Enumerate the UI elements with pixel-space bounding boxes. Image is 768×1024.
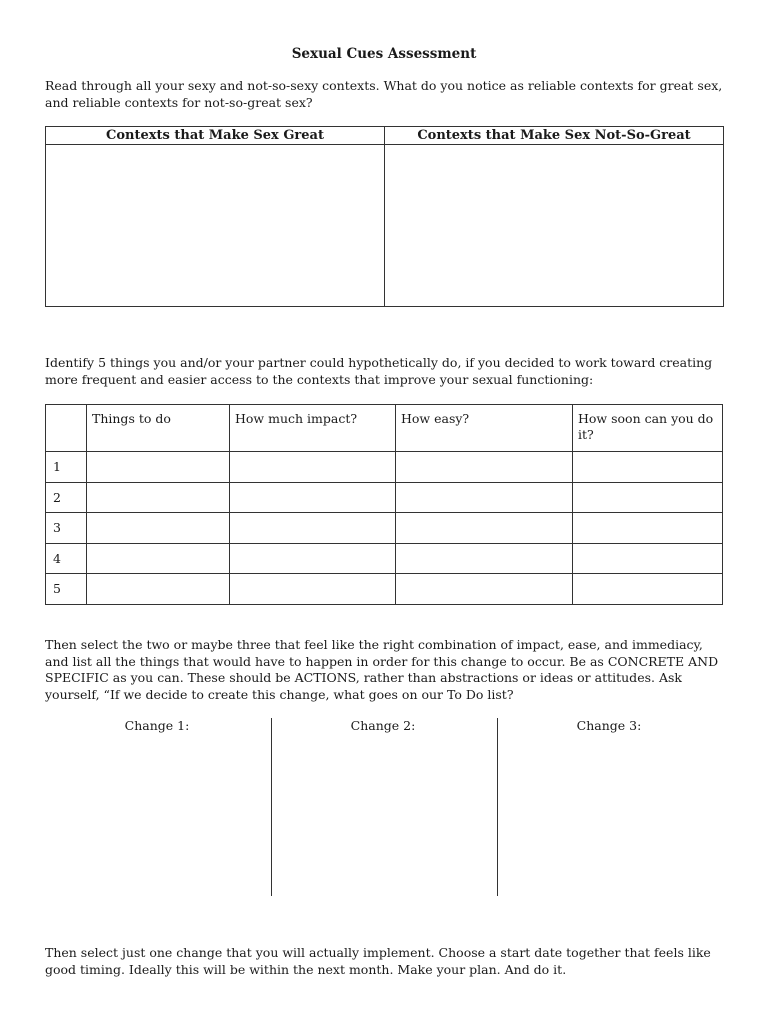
soon-cell[interactable]: [573, 482, 723, 513]
row-number: 3: [46, 513, 87, 544]
row-number: 4: [46, 543, 87, 574]
impact-cell[interactable]: [230, 452, 396, 483]
table-row: [46, 482, 723, 513]
intro-paragraph: Read through all your sexy and not-so-sexy contexts. What do you notice as reliable contexts for great sex, and reliable contexts for not-so-great sex?: [45, 78, 723, 110]
header-how-soon: How soon can you do it?: [573, 405, 723, 452]
soon-cell[interactable]: [573, 513, 723, 544]
column-divider: [497, 718, 498, 896]
header-how-much-impact: How much impact?: [230, 405, 396, 452]
change-3-label: Change 3:: [576, 718, 642, 733]
impact-cell[interactable]: [230, 482, 396, 513]
ease-cell[interactable]: [396, 543, 573, 574]
contexts-not-so-great-cell[interactable]: [385, 145, 724, 307]
table-row: [46, 543, 723, 574]
impact-cell[interactable]: [230, 513, 396, 544]
change-1-label: Change 1:: [124, 718, 190, 733]
column-divider: [271, 718, 272, 896]
things-table: [45, 404, 723, 605]
identify-paragraph: Identify 5 things you and/or your partner could hypothetically do, if you decided to work toward creating more frequent and easier access to the contexts that improve your sexual functioning:: [45, 355, 713, 387]
impact-cell[interactable]: [230, 574, 396, 605]
things-cell[interactable]: [87, 482, 230, 513]
ease-cell[interactable]: [396, 513, 573, 544]
final-paragraph: Then select just one change that you will actually implement. Choose a start date together that feels like good timing. Ideally this will be within the next month. Make your plan. And do it.: [45, 945, 711, 977]
header-contexts-great: Contexts that Make Sex Great: [46, 127, 385, 145]
header-things-to-do: Things to do: [87, 405, 230, 452]
things-cell[interactable]: [87, 574, 230, 605]
ease-cell[interactable]: [396, 482, 573, 513]
page-title: Sexual Cues Assessment: [291, 46, 477, 62]
row-number: 1: [46, 452, 87, 483]
row-number: 2: [46, 482, 87, 513]
row-number: 5: [46, 574, 87, 605]
things-cell[interactable]: [87, 513, 230, 544]
soon-cell[interactable]: [573, 452, 723, 483]
header-how-easy: How easy?: [396, 405, 573, 452]
ease-cell[interactable]: [396, 574, 573, 605]
table-row: [46, 452, 723, 483]
header-number: [46, 405, 87, 452]
impact-cell[interactable]: [230, 543, 396, 574]
change-2-label: Change 2:: [350, 718, 416, 733]
soon-cell[interactable]: [573, 543, 723, 574]
contexts-table: [45, 126, 724, 307]
ease-cell[interactable]: [396, 452, 573, 483]
things-cell[interactable]: [87, 543, 230, 574]
table-row: [46, 513, 723, 544]
contexts-great-cell[interactable]: [46, 145, 385, 307]
select-paragraph: Then select the two or maybe three that feel like the right combination of impact, ease, and immediacy, and list all the things that would have to happen in order for this change to occur. Be as CONCRETE AND SPECIFIC as you can. These should be ACTIONS, rather than abstractions or ideas or attitudes. Ask yourself, “If we decide to create this change, what goes on our To Do list?: [45, 637, 719, 702]
header-contexts-not-so-great: Contexts that Make Sex Not-So-Great: [385, 127, 724, 145]
things-cell[interactable]: [87, 452, 230, 483]
soon-cell[interactable]: [573, 574, 723, 605]
table-row: [46, 574, 723, 605]
